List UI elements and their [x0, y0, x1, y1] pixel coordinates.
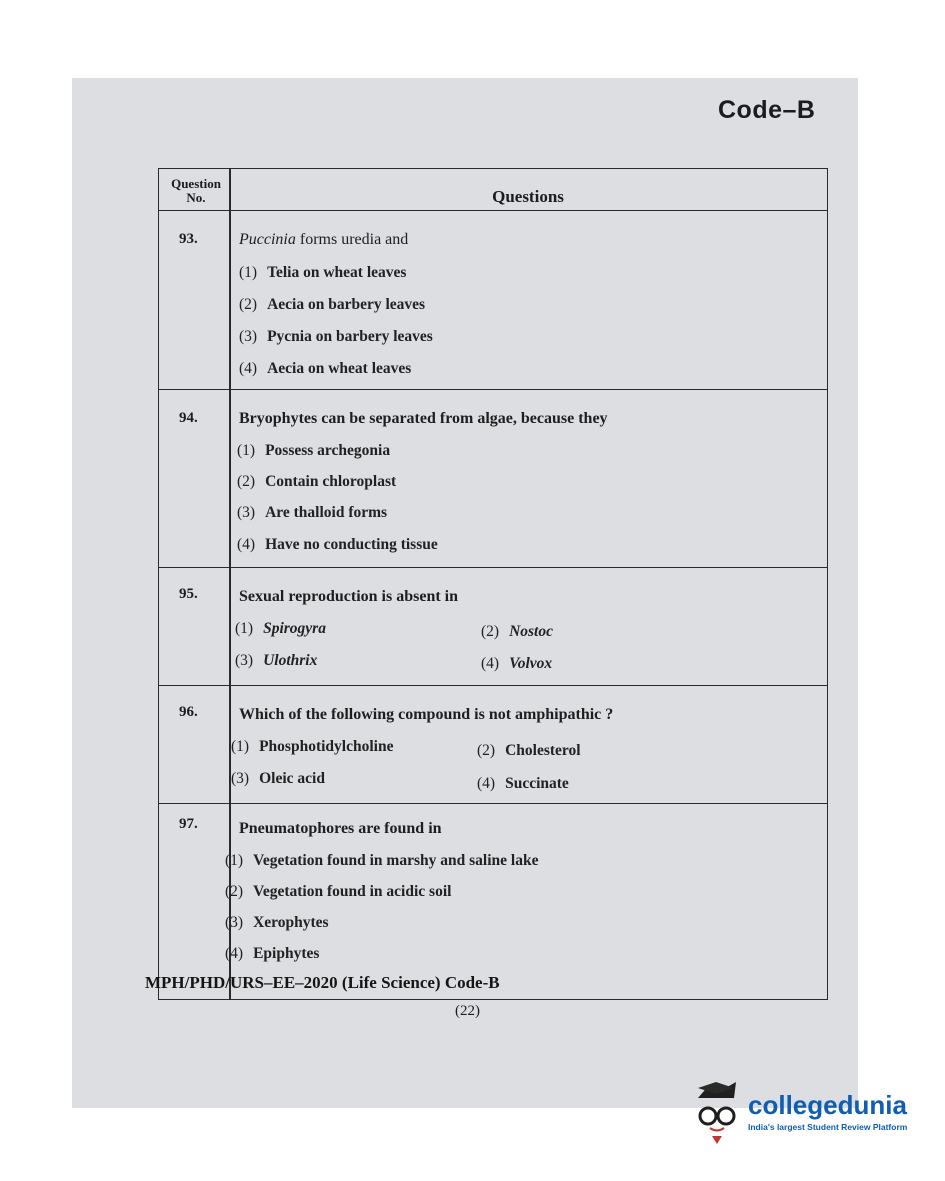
question-94 [159, 390, 827, 568]
question-number: 94. [179, 410, 198, 426]
question-number: 96. [179, 704, 198, 720]
question-95 [159, 568, 827, 686]
header-questions: Questions [492, 187, 564, 206]
option-4: (4) Have no conducting tissue [237, 536, 438, 553]
page-code: Code–B [718, 96, 816, 124]
question-stem: Which of the following compound is not amphipathic ? [239, 706, 614, 723]
option-1: (1) Phosphotidylcholine [231, 738, 394, 755]
stem-italic: Puccinia [239, 231, 296, 248]
option-4: (4) Volvox [481, 655, 553, 672]
option-1: (1) Possess archegonia [237, 442, 391, 459]
question-stem: Bryophytes can be separated from algae, because they [239, 410, 608, 427]
collegedunia-logo [690, 1076, 920, 1146]
option-2: (2) Nostoc [481, 623, 553, 640]
question-table [158, 168, 828, 1000]
page-number: (22) [455, 1003, 480, 1019]
option-3: (3) Pycnia on barbery leaves [239, 328, 433, 345]
option-3: (3) Oleic acid [231, 770, 325, 787]
option-2: (2) Aecia on barbery leaves [239, 296, 426, 313]
option-3: (3) Are thalloid forms [237, 504, 388, 521]
option-1: (1) Spirogyra [235, 620, 326, 637]
question-stem [239, 231, 408, 249]
stem-rest: forms uredia and [295, 231, 409, 248]
option-1: (1) Vegetation found in marshy and saline lake [225, 852, 539, 869]
question-stem: Pneumatophores are found in [239, 820, 442, 837]
logo-name: collegedunia [748, 1090, 907, 1120]
question-stem: Sexual reproduction is absent in [239, 588, 459, 605]
table-header [159, 169, 827, 211]
option-2: (2) Contain chloroplast [237, 473, 397, 490]
option-2: (2) Cholesterol [477, 742, 581, 759]
option-3: (3) Xerophytes [225, 914, 329, 931]
option-4: (4) Epiphytes [225, 945, 320, 962]
option-3: (3) Ulothrix [235, 652, 318, 669]
option-2: (2) Vegetation found in acidic soil [225, 883, 452, 900]
page-footer: MPH/PHD/URS–EE–2020 (Life Science) Code-B [145, 973, 500, 992]
header-question-no: Question No. [171, 176, 221, 205]
option-4: (4) Succinate [477, 775, 569, 792]
question-93 [159, 211, 827, 390]
question-number: 97. [179, 816, 198, 832]
logo-tagline: India's largest Student Review Platform [748, 1122, 908, 1132]
question-97 [159, 804, 827, 1001]
option-4: (4) Aecia on wheat leaves [239, 360, 412, 377]
question-number: 95. [179, 586, 198, 602]
mascot-icon [690, 1076, 746, 1146]
question-96 [159, 686, 827, 804]
question-number: 93. [179, 231, 198, 247]
option-1: (1) Telia on wheat leaves [239, 264, 407, 281]
